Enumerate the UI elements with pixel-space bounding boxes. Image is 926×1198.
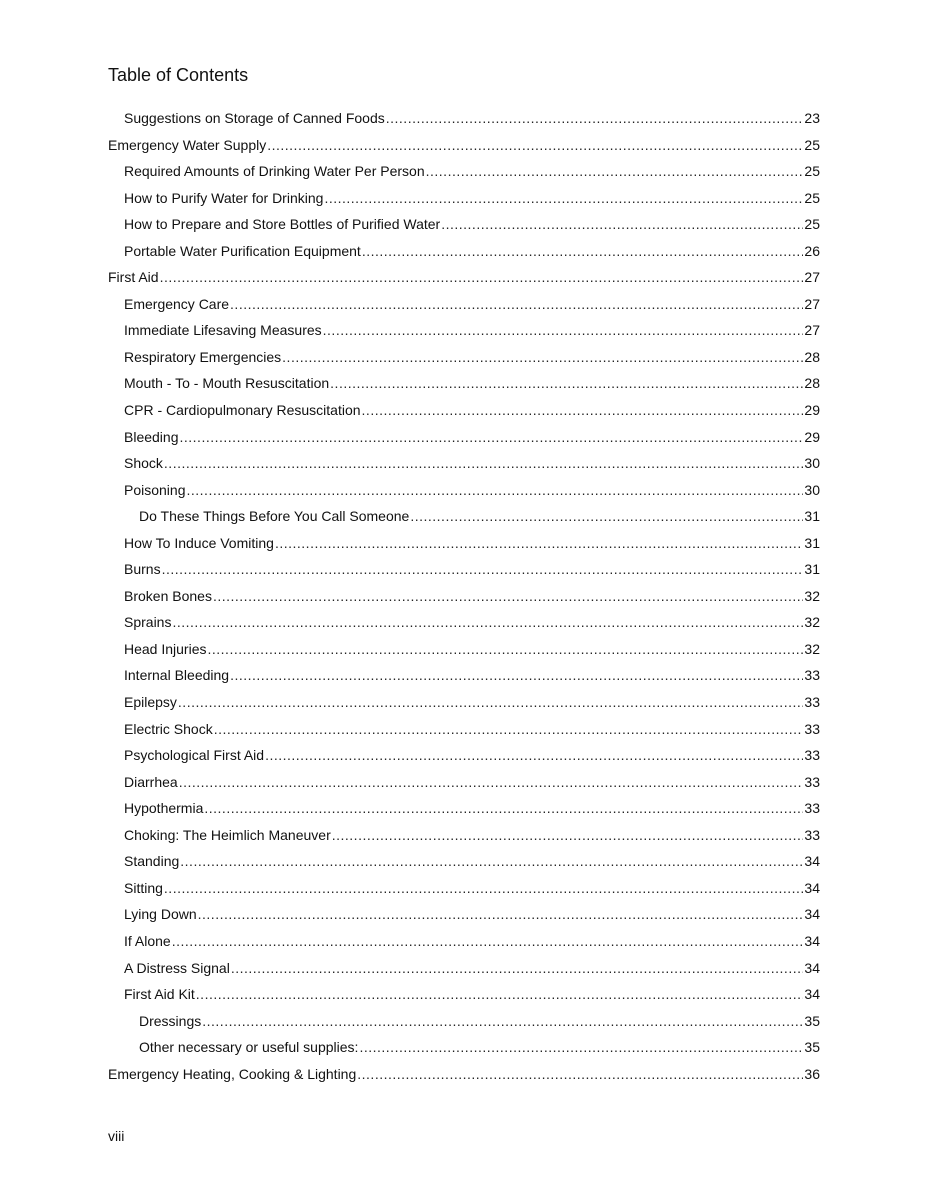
- toc-entry-label: Emergency Heating, Cooking & Lighting: [108, 1065, 357, 1082]
- toc-entry-label: Respiratory Emergencies: [124, 348, 282, 365]
- toc-dot-leader: [198, 901, 804, 928]
- toc-entry[interactable]: [108, 689, 820, 716]
- toc-entry-page: 33: [804, 747, 820, 764]
- toc-dot-leader: [180, 848, 803, 875]
- toc-dot-leader: [187, 477, 804, 504]
- toc-entry-page: 34: [804, 986, 820, 1003]
- toc-entry-label: How to Purify Water for Drinking: [124, 189, 324, 206]
- toc-entry-page: 32: [804, 640, 820, 657]
- toc-entry[interactable]: [108, 955, 820, 982]
- toc-entry-page: 33: [804, 694, 820, 711]
- toc-entry-page: 33: [804, 826, 820, 843]
- toc-entry-label: Internal Bleeding: [124, 667, 230, 684]
- toc-entry-label: Head Injuries: [124, 640, 207, 657]
- toc-entry[interactable]: [108, 503, 820, 530]
- toc-entry[interactable]: [108, 185, 820, 212]
- toc-entry-page: 29: [804, 428, 820, 445]
- toc-entry-page: 32: [804, 587, 820, 604]
- toc-entry-label: Broken Bones: [124, 587, 212, 604]
- toc-entry-page: 34: [804, 879, 820, 896]
- toc-dot-leader: [172, 609, 803, 636]
- toc-entry-page: 26: [804, 242, 820, 259]
- toc-dot-leader: [323, 317, 804, 344]
- toc-entry[interactable]: [108, 264, 820, 291]
- toc-entry-page: 34: [804, 853, 820, 870]
- toc-entry-label: Poisoning: [124, 481, 186, 498]
- toc-entry[interactable]: [108, 370, 820, 397]
- toc-dot-leader: [386, 105, 804, 132]
- toc-dot-leader: [178, 689, 804, 716]
- toc-dot-leader: [362, 238, 804, 265]
- toc-dot-leader: [330, 370, 803, 397]
- toc-entry[interactable]: [108, 742, 820, 769]
- toc-entry[interactable]: [108, 317, 820, 344]
- toc-entry-page: 31: [804, 534, 820, 551]
- toc-dot-leader: [357, 1061, 803, 1088]
- toc-dot-leader: [410, 503, 803, 530]
- toc-dot-leader: [275, 530, 803, 557]
- toc-dot-leader: [231, 955, 804, 982]
- toc-entry-label: Burns: [124, 561, 161, 578]
- toc-dot-leader: [196, 981, 804, 1008]
- toc-entry[interactable]: [108, 981, 820, 1008]
- toc-entry-label: CPR - Cardiopulmonary Resuscitation: [124, 402, 361, 419]
- toc-entry[interactable]: [108, 769, 820, 796]
- toc-entry-label: Emergency Water Supply: [108, 136, 267, 153]
- toc-entry[interactable]: [108, 344, 820, 371]
- toc-entry-label: Diarrhea: [124, 773, 178, 790]
- toc-dot-leader: [426, 158, 804, 185]
- toc-entry-page: 30: [804, 455, 820, 472]
- toc-entry[interactable]: [108, 1061, 820, 1088]
- toc-entry-label: Epilepsy: [124, 694, 177, 711]
- page-number: viii: [108, 1128, 125, 1144]
- toc-dot-leader: [208, 636, 804, 663]
- toc-entry-page: 34: [804, 906, 820, 923]
- toc-entry-label: Do These Things Before You Call Someone: [139, 508, 410, 525]
- toc-entry-page: 29: [804, 402, 820, 419]
- toc-dot-leader: [180, 424, 804, 451]
- toc-entry-label: Sitting: [124, 879, 163, 896]
- toc-dot-leader: [441, 211, 803, 238]
- toc-entry-label: Other necessary or useful supplies:: [139, 1039, 359, 1056]
- toc-entry[interactable]: [108, 211, 820, 238]
- toc-entry-page: 25: [804, 136, 820, 153]
- toc-entry-page: 35: [804, 1039, 820, 1056]
- toc-entry-page: 27: [804, 295, 820, 312]
- toc-entry-label: Bleeding: [124, 428, 179, 445]
- toc-dot-leader: [164, 875, 804, 902]
- toc-entry-label: A Distress Signal: [124, 959, 230, 976]
- toc-entry-page: 23: [804, 110, 820, 126]
- toc-entry[interactable]: [108, 238, 820, 265]
- toc-dot-leader: [204, 795, 803, 822]
- toc-entry[interactable]: [108, 609, 820, 636]
- toc-entry-page: 36: [804, 1065, 820, 1082]
- toc-entry[interactable]: [108, 583, 820, 610]
- toc-dot-leader: [160, 264, 804, 291]
- table-of-contents: [108, 105, 820, 1087]
- toc-entry-page: 35: [804, 1012, 820, 1029]
- toc-entry-page: 28: [804, 348, 820, 365]
- toc-entry-page: 31: [804, 561, 820, 578]
- page-title: Table of Contents: [108, 65, 249, 85]
- toc-entry[interactable]: [108, 397, 820, 424]
- toc-entry[interactable]: [108, 716, 820, 743]
- toc-entry[interactable]: [108, 291, 820, 318]
- toc-dot-leader: [230, 291, 803, 318]
- toc-entry-label: Choking: The Heimlich Maneuver: [124, 826, 331, 843]
- toc-entry[interactable]: [108, 822, 820, 849]
- toc-dot-leader: [172, 928, 804, 955]
- toc-dot-leader: [179, 769, 804, 796]
- toc-entry[interactable]: [108, 132, 820, 159]
- toc-entry[interactable]: [108, 928, 820, 955]
- toc-entry-label: First Aid Kit: [124, 986, 195, 1003]
- toc-dot-leader: [332, 822, 804, 849]
- toc-entry-page: 34: [804, 932, 820, 949]
- toc-entry-page: 27: [804, 269, 820, 286]
- toc-entry-page: 33: [804, 800, 820, 817]
- toc-entry-page: 32: [804, 614, 820, 631]
- toc-entry[interactable]: [108, 1034, 820, 1061]
- toc-entry-label: First Aid: [108, 269, 159, 286]
- toc-entry-label: Electric Shock: [124, 720, 213, 737]
- toc-dot-leader: [265, 742, 803, 769]
- toc-entry-page: 33: [804, 720, 820, 737]
- toc-entry-label: Dressings: [139, 1012, 202, 1029]
- toc-dot-leader: [162, 556, 804, 583]
- toc-entry-label: Portable Water Purification Equipment: [124, 242, 361, 259]
- toc-entry[interactable]: [108, 477, 820, 504]
- toc-entry[interactable]: [108, 636, 820, 663]
- toc-entry[interactable]: [108, 424, 820, 451]
- toc-entry-label: Required Amounts of Drinking Water Per Person: [124, 163, 425, 180]
- toc-entry-label: How to Prepare and Store Bottles of Purified Water: [124, 216, 441, 233]
- toc-entry-label: Hypothermia: [124, 800, 204, 817]
- toc-entry-page: 25: [804, 163, 820, 180]
- toc-dot-leader: [213, 583, 803, 610]
- toc-entry-page: 25: [804, 189, 820, 206]
- toc-entry-page: 27: [804, 322, 820, 339]
- toc-entry-label: Mouth - To - Mouth Resuscitation: [124, 375, 330, 392]
- toc-entry[interactable]: [108, 105, 820, 132]
- toc-entry-label: Sprains: [124, 614, 172, 631]
- toc-entry[interactable]: [108, 530, 820, 557]
- toc-entry-label: Suggestions on Storage of Canned Foods: [124, 110, 385, 126]
- toc-entry-page: 28: [804, 375, 820, 392]
- toc-entry-label: Psychological First Aid: [124, 747, 265, 764]
- toc-entry[interactable]: [108, 158, 820, 185]
- toc-dot-leader: [214, 716, 804, 743]
- toc-entry-label: How To Induce Vomiting: [124, 534, 274, 551]
- toc-dot-leader: [282, 344, 803, 371]
- toc-entry[interactable]: [108, 450, 820, 477]
- toc-entry-label: Shock: [124, 455, 163, 472]
- toc-entry[interactable]: [108, 901, 820, 928]
- toc-dot-leader: [202, 1008, 803, 1035]
- toc-entry[interactable]: [108, 875, 820, 902]
- toc-entry-page: 30: [804, 481, 820, 498]
- toc-dot-leader: [324, 185, 803, 212]
- toc-entry[interactable]: [108, 1008, 820, 1035]
- toc-entry-page: 25: [804, 216, 820, 233]
- toc-entry-page: 33: [804, 667, 820, 684]
- toc-entry-label: Lying Down: [124, 906, 197, 923]
- toc-entry-label: Immediate Lifesaving Measures: [124, 322, 322, 339]
- toc-entry[interactable]: [108, 556, 820, 583]
- toc-entry-page: 31: [804, 508, 820, 525]
- toc-entry-page: 34: [804, 959, 820, 976]
- toc-dot-leader: [164, 450, 804, 477]
- toc-entry-label: Emergency Care: [124, 295, 230, 312]
- toc-entry-label: If Alone: [124, 932, 171, 949]
- toc-dot-leader: [230, 662, 803, 689]
- toc-dot-leader: [359, 1034, 803, 1061]
- toc-dot-leader: [267, 132, 803, 159]
- toc-entry-label: Standing: [124, 853, 180, 870]
- toc-entry[interactable]: [108, 662, 820, 689]
- toc-entry[interactable]: [108, 848, 820, 875]
- toc-dot-leader: [362, 397, 804, 424]
- toc-entry-page: 33: [804, 773, 820, 790]
- toc-entry[interactable]: [108, 795, 820, 822]
